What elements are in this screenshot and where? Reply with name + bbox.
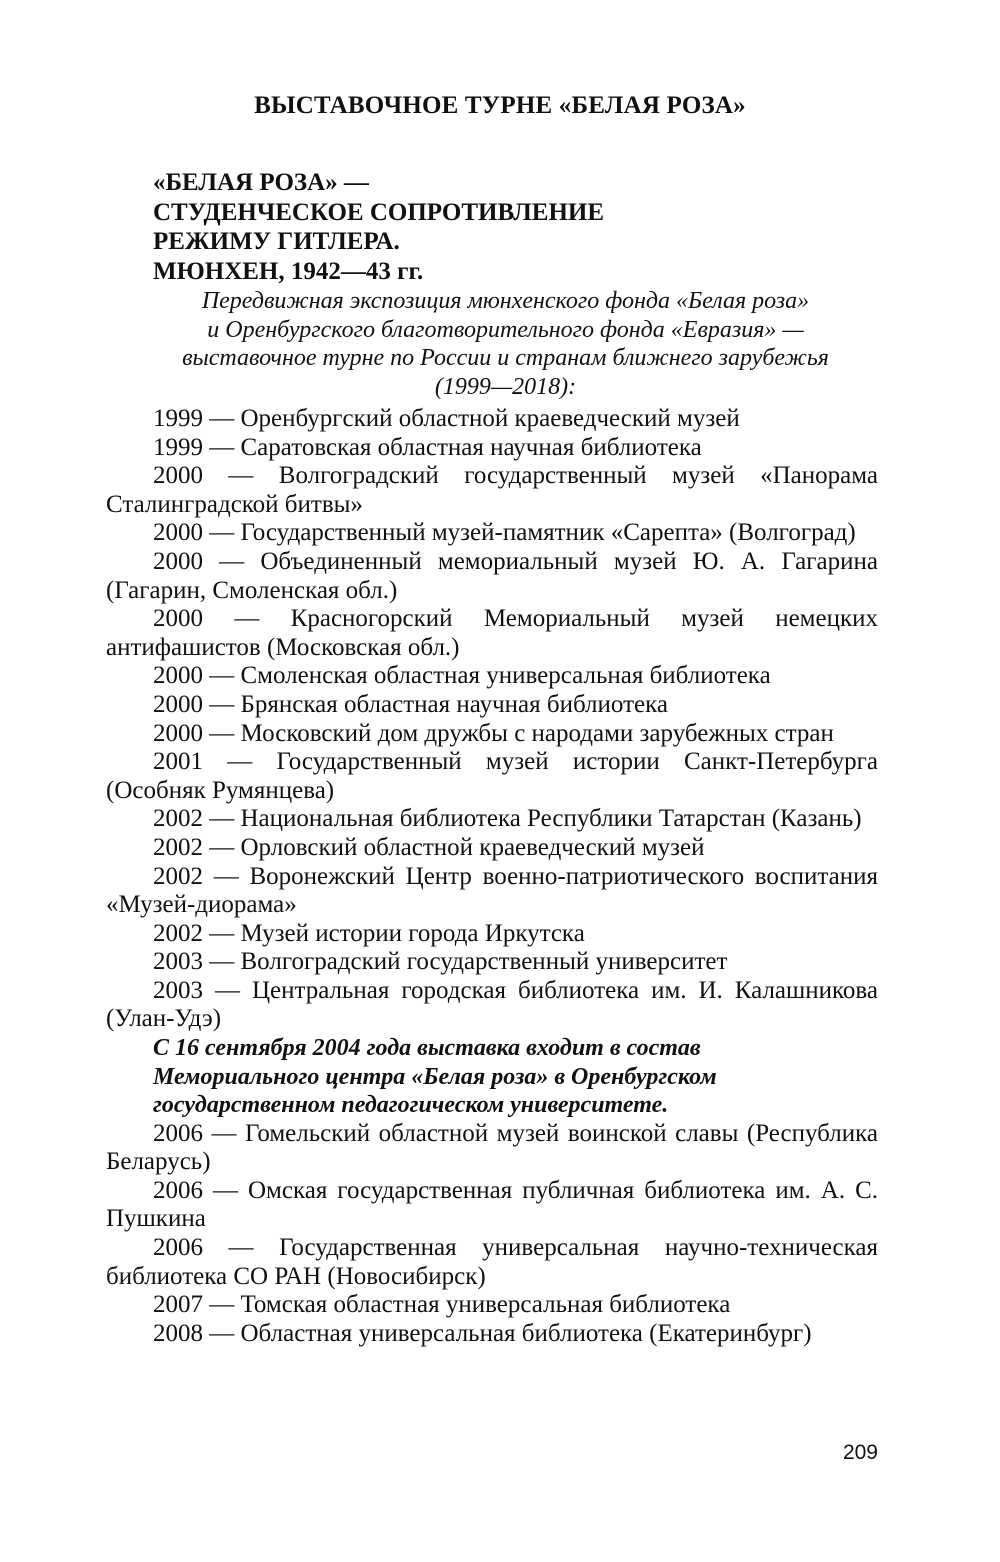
venue-entry: 2007 — Томская областная универсальная библиотека: [153, 1291, 731, 1319]
venue-entry: 2002 — Орловский областной краеведческий музей: [153, 833, 705, 861]
venue-entry: 2006 — Гомельский областной музей воинской славы (Республика Беларусь): [106, 1119, 878, 1176]
intro-line: (1999—2018):: [434, 373, 577, 400]
venue-entry: 2002 — Музей истории города Иркутска: [153, 919, 585, 947]
venue-entry: 1999 — Оренбургский областной краеведческий музей: [153, 405, 740, 432]
exhibition-heading: [106, 168, 878, 286]
venue-entry: 2003 — Волгоградский государственный университет: [153, 948, 728, 976]
venue-entry: 2002 — Национальная библиотека Республики Татарстан (Казань): [153, 805, 862, 833]
venue-entry: 2006 — Омская государственная публичная библиотека им. А. С. Пушкина: [106, 1176, 878, 1233]
memorial-center-note: [106, 1034, 878, 1120]
venue-entry: 2001 — Государственный музей истории Санкт-Петербурга (Особняк Румянцева): [106, 748, 878, 804]
page-title: ВЫСТАВОЧНОЕ ТУРНЕ «БЕЛАЯ РОЗА»: [254, 92, 746, 119]
note-line: государственном педагогическом университете.: [153, 1092, 669, 1119]
venue-list-before: [106, 405, 878, 1034]
page-number: 209: [842, 1441, 878, 1464]
venue-entry: 2008 — Областная универсальная библиотека (Екатеринбург): [153, 1319, 812, 1347]
venue-entry: 2000 — Волгоградский государственный музей «Панорама Сталинградской битвы»: [106, 462, 878, 518]
intro-line: Передвижная экспозиция мюнхенского фонда «Белая роза»: [201, 288, 810, 314]
venue-entry: 2000 — Объединенный мемориальный музей Ю. А. Гагарина (Гагарин, Смоленская обл.): [106, 547, 878, 604]
venue-entry: 2000 — Красногорский Мемориальный музей немецких антифашистов (Московская обл.): [106, 605, 878, 661]
heading-line: МЮНХЕН, 1942—43 гг.: [153, 257, 424, 285]
heading-line: РЕЖИМУ ГИТЛЕРА.: [153, 228, 400, 255]
intro-line: выставочное турне по России и странам ближнего зарубежья: [182, 345, 829, 371]
venue-entry: 2003 — Центральная городская библиотека им. И. Калашникова (Улан-Удэ): [106, 976, 878, 1033]
venue-entry: 2006 — Государственная универсальная научно-техническая библиотека СО РАН (Новосибирск): [106, 1233, 878, 1290]
page-content: [106, 168, 878, 1348]
venue-entry: 1999 — Саратовская областная научная библиотека: [153, 433, 702, 461]
venue-entry: 2002 — Воронежский Центр военно-патриотического воспитания «Музей-диорама»: [106, 862, 878, 919]
exhibition-intro: [106, 287, 878, 401]
note-line: Мемориального центра «Белая роза» в Оренбургском: [153, 1063, 717, 1090]
venue-entry: 2000 — Смоленская областная универсальная библиотека: [153, 662, 771, 690]
venue-entry: 2000 — Брянская областная научная библиотека: [153, 690, 668, 718]
heading-line: СТУДЕНЧЕСКОЕ СОПРОТИВЛЕНИЕ: [153, 198, 605, 226]
venue-list-after: [106, 1120, 878, 1349]
venue-entry: 2000 — Государственный музей-памятник «Сарепта» (Волгоград): [153, 519, 856, 547]
heading-line: «БЕЛАЯ РОЗА» —: [153, 169, 369, 196]
note-line: С 16 сентября 2004 года выставка входит в состав: [153, 1035, 701, 1062]
venue-entry: 2000 — Московский дом дружбы с народами зарубежных стран: [153, 719, 834, 747]
intro-line: и Оренбургского благотворительного фонда «Евразия» —: [207, 316, 804, 343]
